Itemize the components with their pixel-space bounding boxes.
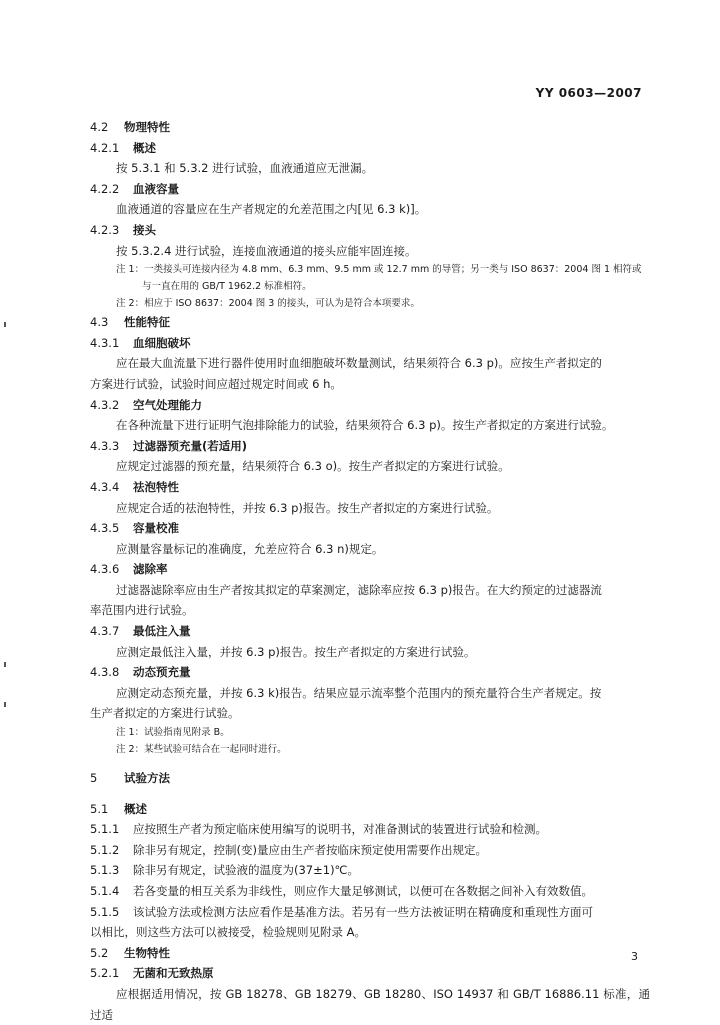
- note: 注 1：试验指南见附录 B。: [116, 727, 230, 739]
- section-heading: [90, 333, 650, 354]
- clause-number: 5.1: [90, 801, 109, 816]
- clause-text: 该试验方法或检测方法应看作是基准方法。若另有一些方法被证明在精确度和重现性方面可: [133, 904, 593, 919]
- section-heading: [90, 436, 650, 457]
- section-heading: [90, 621, 650, 642]
- paragraph: 应在最大血流量下进行器件使用时血细胞破坏数量测试，结果须符合 6.3 p)。应按生产者拟定的: [116, 356, 602, 371]
- scan-mark: [4, 702, 6, 707]
- clause-number: 4.3.8: [90, 665, 120, 680]
- paragraph-continuation: 率范围内进行试验。: [90, 603, 194, 618]
- section-heading: [90, 518, 650, 539]
- clause-number: 5.2.1: [90, 966, 120, 981]
- clause-text: 最低注入量: [133, 624, 191, 639]
- note: 注 1：一类接头可连接内径为 4.8 mm、6.3 mm、9.5 mm 或 12.7 mm 的导管；另一类与 ISO 8637：2004 图 1 相符或: [116, 264, 642, 276]
- clause-number: 4.3.2: [90, 397, 120, 412]
- section-heading: [90, 963, 650, 984]
- clause-text: 若各变量的相互关系为非线性，则应作大量足够测试，以便可在各数据之间补入有效数值。: [133, 884, 593, 898]
- clause-text: 无菌和无致热原: [133, 966, 214, 981]
- paragraph: 应根据适用情况，按 GB 18278、GB 18279、GB 18280、ISO 14937 和 GB/T 16886.11 标准，通过适: [90, 986, 650, 1022]
- section-heading: [90, 138, 650, 159]
- clause-number: 4.3.5: [90, 521, 120, 536]
- clause-text: 除非另有规定，控制(变)量应由生产者按临床预定使用需要作出规定。: [133, 842, 487, 857]
- paragraph: 过滤器滤除率应由生产者按其拟定的草案测定，滤除率应按 6.3 p)报告。在大约预定的过滤器流: [116, 582, 602, 597]
- clause-text: 血液容量: [133, 181, 179, 196]
- numbered-clause: [90, 840, 650, 861]
- paragraph: 在各种流量下进行证明气泡排除能力的试验，结果须符合 6.3 p)。按生产者拟定的方案进行试验。: [116, 418, 614, 433]
- clause-number: 4.3.4: [90, 479, 120, 494]
- clause-number: 4.3.7: [90, 624, 120, 639]
- section-heading: [90, 395, 650, 416]
- clause-number: 4.3.1: [90, 335, 120, 350]
- clause-number: 5.1.5: [90, 904, 120, 919]
- clause-number: 5.1.2: [90, 842, 120, 857]
- scan-mark: [4, 322, 6, 327]
- section-gap: [90, 789, 650, 799]
- paragraph-continuation: 以相比，则这些方法可以被接受，检验规则见附录 A。: [90, 925, 367, 940]
- paragraph: 应规定合适的祛泡特性，并按 6.3 p)报告。按生产者拟定的方案进行试验。: [116, 500, 499, 515]
- clause-text: 接头: [133, 222, 156, 237]
- clause-text: 除非另有规定，试验液的温度为(37±1)℃。: [133, 863, 359, 878]
- section-heading: [90, 179, 650, 200]
- paragraph: 应测定动态预充量，并按 6.3 k)报告。结果应显示流率整个范围内的预充量符合生产者规定。按: [116, 685, 602, 700]
- section-heading: [90, 662, 650, 683]
- clause-number: 5.1.1: [90, 822, 120, 837]
- clause-number: 4.2.3: [90, 222, 120, 237]
- clause-number: 5.1.3: [90, 863, 120, 878]
- clause-number: 4.3.3: [90, 438, 120, 453]
- paragraph: 按 5.3.2.4 进行试验，连接血液通道的接头应能牢固连接。: [116, 243, 417, 258]
- section-heading: [90, 312, 650, 333]
- clause-number: 5.1.4: [90, 884, 120, 898]
- clause-text: 空气处理能力: [133, 397, 202, 412]
- clause-text: 试验方法: [124, 771, 170, 786]
- section-heading: [90, 943, 650, 964]
- clause-text: 容量校准: [133, 521, 179, 536]
- section-gap: [90, 758, 650, 768]
- paragraph: 血液通道的容量应在生产者规定的允差范围之内[见 6.3 k)]。: [116, 202, 427, 217]
- clause-text: 滤除率: [133, 562, 168, 577]
- note-continuation: 与一直在用的 GB/T 1962.2 标准相符。: [142, 281, 312, 293]
- clause-text: 过滤器预充量(若适用): [133, 438, 248, 453]
- clause-text: 血细胞破坏: [133, 335, 191, 350]
- clause-text: 概述: [124, 801, 147, 816]
- numbered-clause: [90, 902, 650, 923]
- clause-number: 4.2.2: [90, 181, 120, 196]
- numbered-clause: [90, 881, 650, 902]
- clause-number: 5.2: [90, 945, 109, 960]
- clause-number: 4.3.6: [90, 562, 120, 577]
- document-body: [90, 117, 650, 1025]
- numbered-clause: [90, 860, 650, 881]
- standard-number: YY 0603—2007: [535, 86, 642, 100]
- note: 注 2：某些试验可结合在一起同时进行。: [116, 744, 287, 756]
- section-heading: [90, 559, 650, 580]
- clause-text: 应按照生产者为预定临床使用编写的说明书，对准备测试的装置进行试验和检测。: [133, 822, 547, 837]
- paragraph: 应规定过滤器的预充量，结果须符合 6.3 o)。按生产者拟定的方案进行试验。: [116, 459, 510, 474]
- clause-number: 4.2: [90, 120, 109, 134]
- clause-text: 祛泡特性: [133, 479, 179, 494]
- clause-number: 4.3: [90, 315, 109, 330]
- note: 注 2：相应于 ISO 8637：2004 图 3 的接头，可认为是符合本项要求。: [116, 298, 420, 310]
- section-heading: [90, 768, 650, 789]
- clause-text: 生物特性: [124, 945, 170, 960]
- section-heading: [90, 477, 650, 498]
- clause-text: 动态预充量: [133, 665, 191, 680]
- section-heading: [90, 799, 650, 820]
- clause-number: 4.2.1: [90, 140, 120, 155]
- paragraph: 应测定最低注入量，并按 6.3 p)报告。按生产者拟定的方案进行试验。: [116, 644, 476, 659]
- page-number: 3: [631, 950, 638, 963]
- numbered-clause: [90, 819, 650, 840]
- section-heading: [90, 220, 650, 241]
- clause-text: 概述: [133, 140, 156, 155]
- scan-mark: [4, 662, 6, 667]
- clause-number: 5: [90, 771, 98, 786]
- clause-text: 性能特征: [124, 315, 170, 330]
- paragraph: 按 5.3.1 和 5.3.2 进行试验，血液通道应无泄漏。: [116, 161, 374, 176]
- section-heading: [90, 117, 650, 138]
- paragraph: 应测量容量标记的准确度，允差应符合 6.3 n)规定。: [116, 541, 384, 556]
- clause-text: 物理特性: [124, 120, 170, 134]
- paragraph-continuation: 方案进行试验，试验时间应超过规定时间或 6 h。: [90, 376, 342, 391]
- paragraph-continuation: 生产者拟定的方案进行试验。: [90, 706, 240, 721]
